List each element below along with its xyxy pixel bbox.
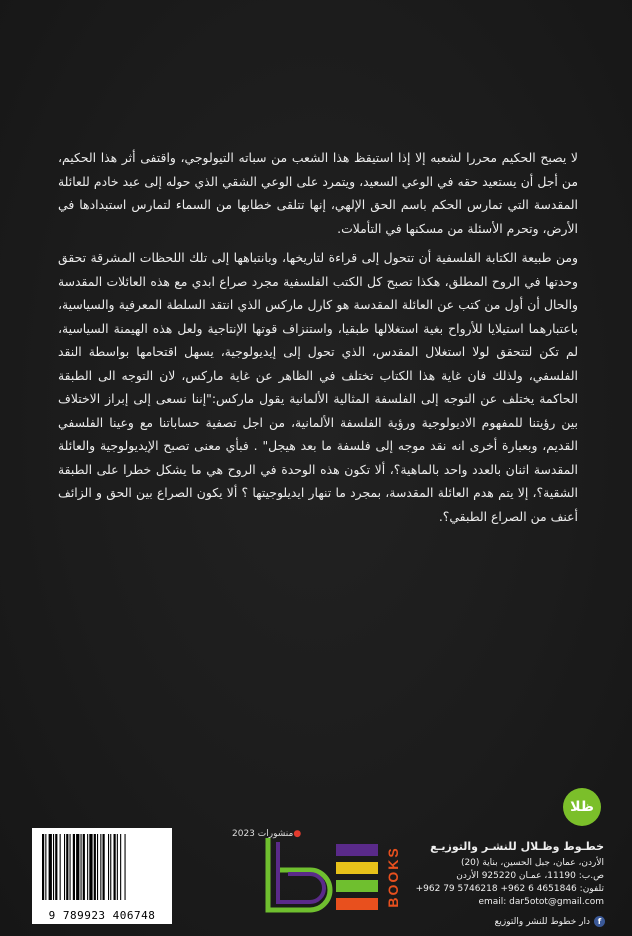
publisher-logo-text: ظلا xyxy=(570,799,594,815)
imprint-bar-1 xyxy=(336,844,378,856)
barcode-bar xyxy=(89,834,92,900)
isbn-barcode xyxy=(32,828,172,924)
barcode-bar xyxy=(45,834,46,900)
barcode-bar xyxy=(100,834,101,900)
barcode-bar xyxy=(103,834,105,900)
facebook-page xyxy=(410,916,605,927)
paragraph-1: لا يصبح الحكيم محررا لشعبه إلا إذا استيقظ هذا الشعب من سباته التيولوجي، واقتفى أثر هذا الحكيم، من أجل أن يستعيد حقه في الوعي السعيد، ويتمرد على الوعي الشقي الذي حوله إلى عبد خادم للعائلة المقدسة التي تمارس الحكم باسم الحق الإلهي، إنها تتلقى خطابها من السماء لتمارس استبدادها في الأرض، وتحرم الأسئلة من مسكنها في التأملات. xyxy=(58,150,578,236)
barcode-bar xyxy=(49,834,52,900)
barcode-bar xyxy=(60,834,61,900)
barcode-bar xyxy=(83,834,85,900)
imprint-bar-3 xyxy=(336,880,378,892)
barcode-bar xyxy=(94,834,96,900)
imprint-bar-4 xyxy=(336,898,378,910)
phone-line: تلفون: 4651846 6 962+ 5746218 79 962+ xyxy=(415,884,604,894)
barcode-bar xyxy=(81,834,82,900)
publisher-contact xyxy=(400,840,604,909)
publisher-name: خطـوط وظـلال للنشـر والتوزيـع xyxy=(430,840,604,853)
barcode-bar xyxy=(125,834,126,900)
barcode-bar xyxy=(76,834,79,900)
isbn-number: 9 789923 406748 xyxy=(48,909,156,922)
facebook-label: دار خطوط للنشر والتوزيع xyxy=(494,917,590,927)
red-dot-icon: ● xyxy=(293,829,302,839)
email-line: email: dar5otot@gmail.com xyxy=(478,897,604,907)
barcode-bars xyxy=(32,828,172,908)
imprint-bar-2 xyxy=(336,862,378,874)
barcode-bar xyxy=(117,834,118,900)
barcode-bar xyxy=(87,834,88,900)
barcode-bar xyxy=(110,834,111,900)
barcode-bar xyxy=(73,834,75,900)
barcode-bar xyxy=(114,834,116,900)
publication-year-label: منشورات 2023 xyxy=(232,829,294,839)
imprint-books-text: BOOKS xyxy=(385,846,401,908)
barcode-bar xyxy=(120,834,121,900)
address-line-1: الأردن، عمان، جبل الحسين، بناية (20) xyxy=(460,858,604,868)
barcode-bar xyxy=(97,834,98,900)
barcode-bar xyxy=(108,834,109,900)
barcode-bar xyxy=(53,834,54,900)
barcode-bar xyxy=(66,834,68,900)
address-line-2: ص.ب: 11190، عمـان 925220 الأردن xyxy=(456,871,604,881)
barcode-bar xyxy=(70,834,71,900)
facebook-icon: f xyxy=(594,916,605,927)
back-cover-text xyxy=(58,146,578,534)
imprint-logo xyxy=(258,832,418,922)
barcode-bar xyxy=(64,834,65,900)
barcode-bar xyxy=(55,834,57,900)
barcode-bar xyxy=(42,834,44,900)
publisher-logo xyxy=(563,788,601,826)
paragraph-2: ومن طبيعة الكتابة الفلسفية أن تتحول إلى قراءة لتاريخها، وبانتباهها إلى تلك اللحظات المشرقة تحقق وحدتها في الروح المطلق، هكذا تصبح كل الكتب الفلسفية مجرد صراع ابدي مع هذه العائلات المقدسة والحال أن أول من كتب عن العائلة المقدسة هو كارل ماركس الذي انتقد السلطة المعرفية والسياسية، باعتبارهما استيلايا للأرواح بغية استغلالها طبقيا، واستنزاف قوتها الإنتاجية ولعل هذه الهيمنة السياسية، لم تكن لتتحقق لولا استغلال المقدس، الذي تحول إلى إيديولوجية، يسهل اقتحامها بواسطة النقد الفلسفي، ولذلك فان غاية هذا الكتاب تختلف في الظاهر عن غاية ماركس، لان التوجه الى الطبقة الحاكمة يختلف عن التوجه إلى الفلسفة المثالية الألمانية يقول ماركس:"إننا نسعى إلى إبراز الاختلاف بين رؤيتنا للمفهوم الاديولوجية ورؤية الفلسفة الألمانية، من اجل تصفية حساباتنا مع وعينا الفلسفي القديم، وبعبارة أخرى انه نقد موجه إلى فلسفة ما بعد هيجل" . فبأي معنى تصبح الإيديولوجية والعائلة المقدسة اثنان بالعدد واحد بالماهية؟، ألا تكون هذه الوحدة في الروح هي ما يشكل خطرا على الطبقة الشقية؟، إلا يتم هدم العائلة المقدسة، بمجرد ما تنهار ايديلوجيتها ؟ ألا يكون الصراع بين الحق و الزائف أعنف من الصراع الطبقي؟. xyxy=(58,250,578,524)
